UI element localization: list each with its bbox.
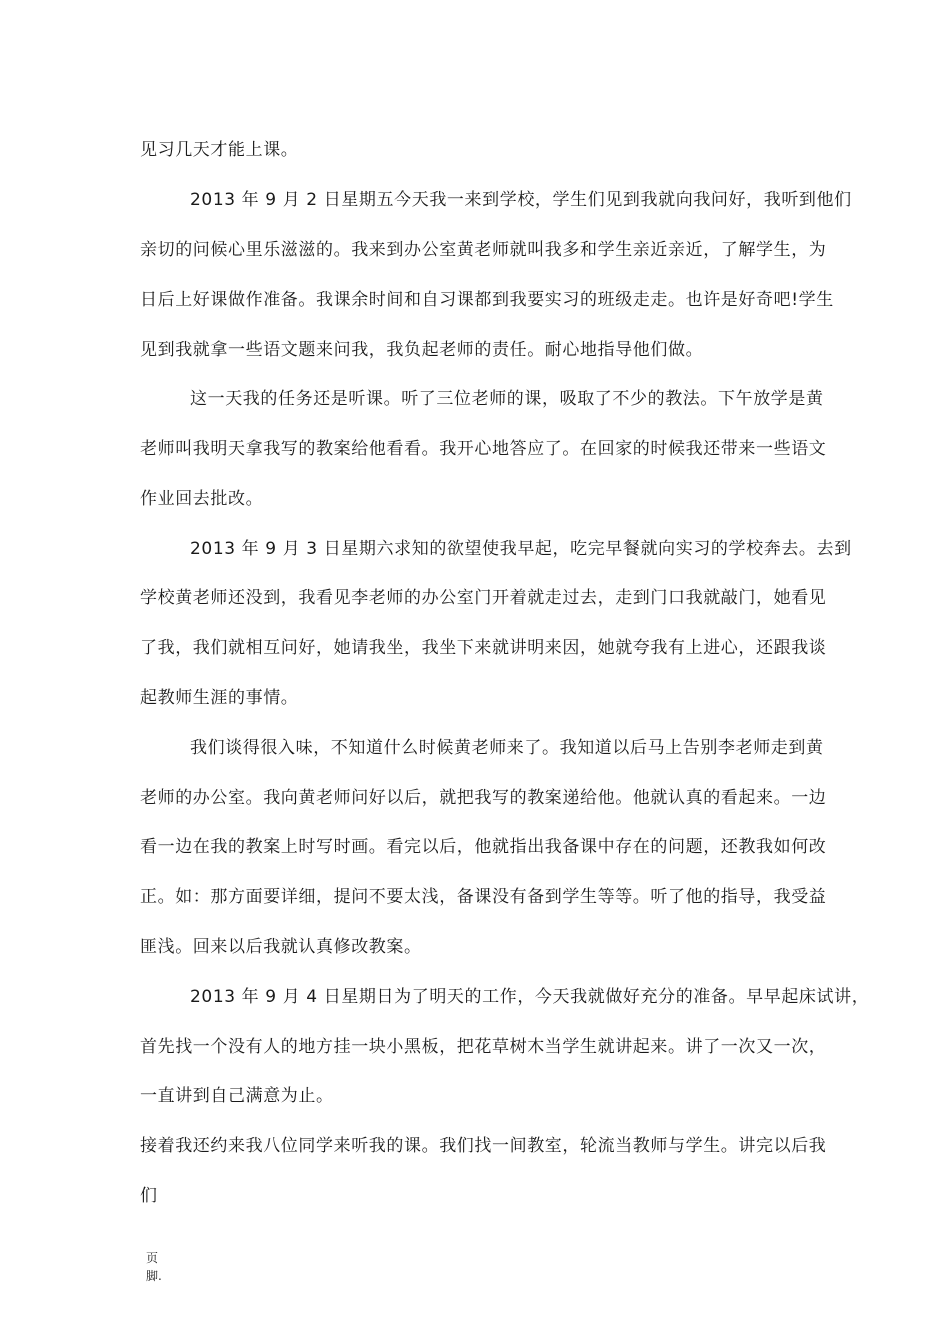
page-footer-label: 页 [146, 1251, 159, 1265]
text-line: 老师的办公室。我向黄老师问好以后，就把我写的教案递给他。他就认真的看起来。一边 [140, 788, 827, 808]
text-line: 我们谈得很入味，不知道什么时候黄老师来了。我知道以后马上告别李老师走到黄 [190, 738, 824, 758]
text-line: 学校黄老师还没到，我看见李老师的办公室门开着就走过去，走到门口我就敲门，她看见 [140, 588, 827, 608]
text-line: 接着我还约来我八位同学来听我的课。我们找一间教室，轮流当教师与学生。讲完以后我 [140, 1136, 827, 1156]
text-line: 正。如：那方面要详细，提问不要太浅，备课没有备到学生等等。听了他的指导，我受益 [140, 887, 827, 907]
text-line: 见到我就拿一些语文题来问我，我负起老师的责任。耐心地指导他们做。 [140, 340, 704, 360]
text-line: 们 [140, 1186, 158, 1206]
text-line: 起教师生涯的事情。 [140, 688, 299, 708]
text-line: 亲切的问候心里乐滋滋的。我来到办公室黄老师就叫我多和学生亲近亲近，了解学生，为 [140, 240, 827, 260]
text-line: 首先找一个没有人的地方挂一块小黑板，把花草树木当学生就讲起来。讲了一次又一次， [140, 1037, 827, 1057]
text-line: 一直讲到自己满意为止。 [140, 1086, 334, 1106]
text-line: 了我，我们就相互问好，她请我坐，我坐下来就讲明来因，她就夸我有上进心，还跟我谈 [140, 638, 827, 658]
text-line: 作业回去批改。 [140, 489, 264, 509]
text-line: 2013 年 9 月 2 日星期五今天我一来到学校，学生们见到我就向我问好，我听到他们 [190, 190, 852, 210]
text-line: 老师叫我明天拿我写的教案给他看看。我开心地答应了。在回家的时候我还带来一些语文 [140, 439, 827, 459]
text-line: 看一边在我的教案上时写时画。看完以后，他就指出我备课中存在的问题，还教我如何改 [140, 837, 827, 857]
page-footer-label: 脚. [146, 1269, 162, 1283]
text-line: 2013 年 9 月 3 日星期六求知的欲望使我早起，吃完早餐就向实习的学校奔去。去到 [190, 539, 852, 559]
text-line: 这一天我的任务还是听课。听了三位老师的课，吸取了不少的教法。下午放学是黄 [190, 389, 824, 409]
text-line: 2013 年 9 月 4 日星期日为了明天的工作，今天我就做好充分的准备。早早起床试讲， [190, 987, 870, 1007]
text-line: 见习几天才能上课。 [140, 140, 299, 160]
text-line: 日后上好课做作准备。我课余时间和自习课都到我要实习的班级走走。也许是好奇吧!学生 [140, 290, 834, 310]
text-line: 匪浅。回来以后我就认真修改教案。 [140, 937, 422, 957]
